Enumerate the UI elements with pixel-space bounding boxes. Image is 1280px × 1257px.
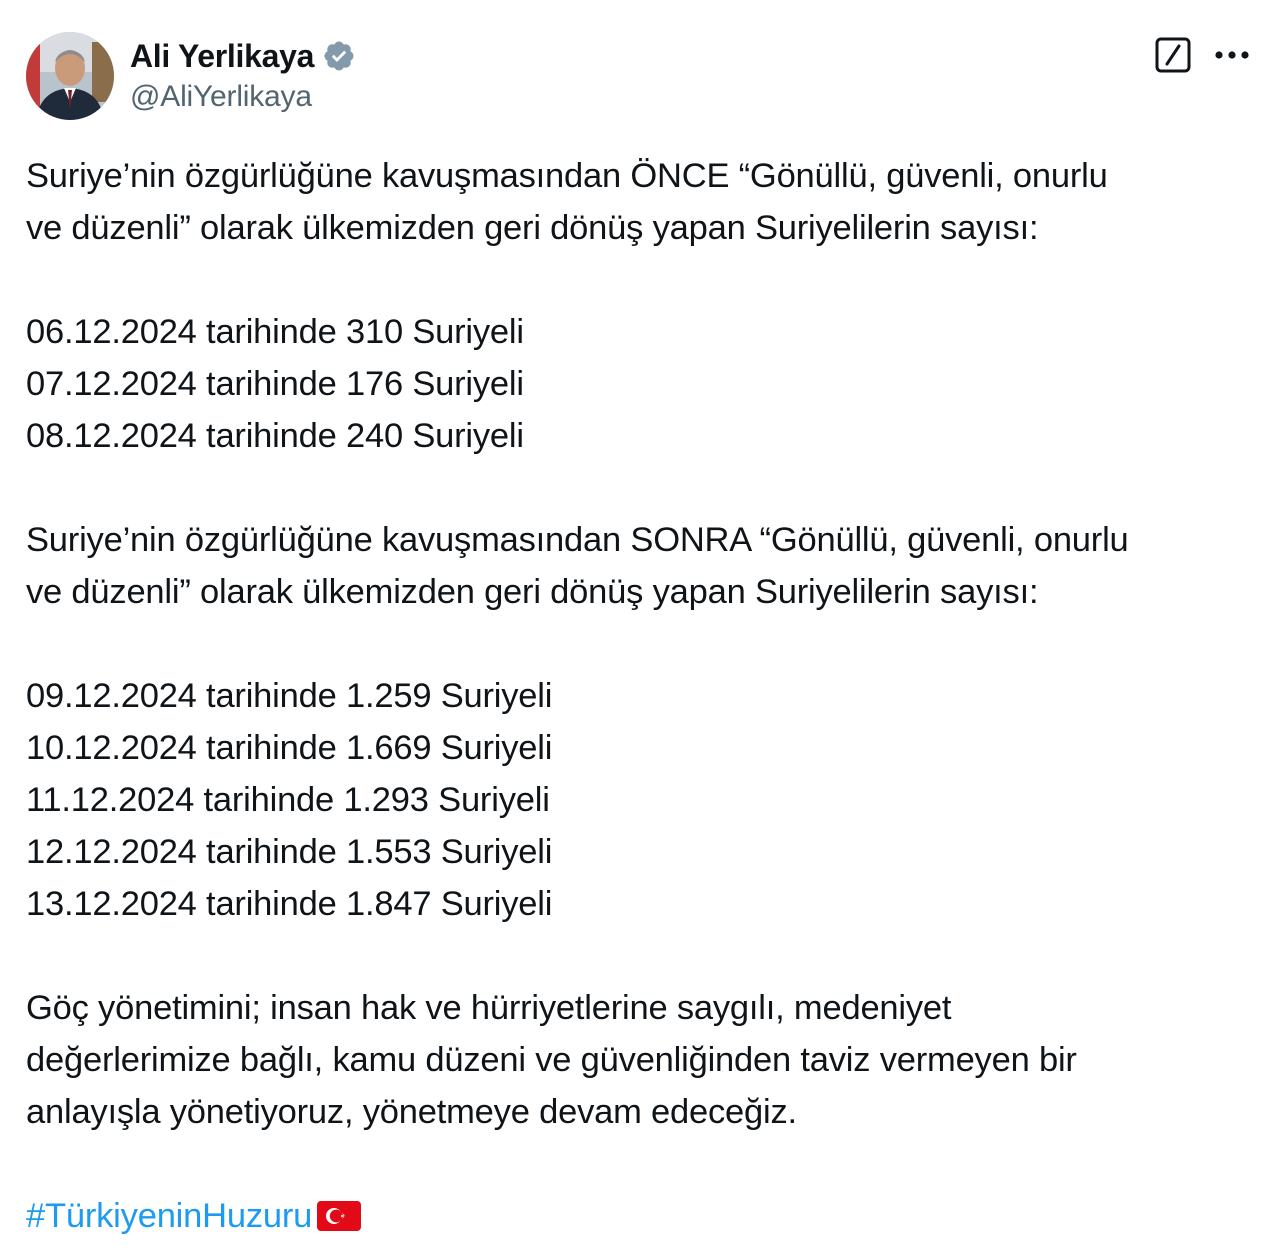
list-item: 12.12.2024 tarihinde 1.553 Suriyeli xyxy=(26,833,553,871)
intro-before-paragraph xyxy=(26,150,1266,254)
grok-icon[interactable] xyxy=(1154,36,1192,74)
turkey-flag-icon xyxy=(316,1200,362,1232)
text-line: anlayışla yönetiyoruz, yönetmeye devam edeceğiz. xyxy=(26,1093,797,1131)
text-line: değerlerimize bağlı, kamu düzeni ve güvenliğinden taviz vermeyen bir xyxy=(26,1041,1077,1079)
list-item: 10.12.2024 tarihinde 1.669 Suriyeli xyxy=(26,729,553,767)
list-item: 09.12.2024 tarihinde 1.259 Suriyeli xyxy=(26,677,553,715)
more-options-icon[interactable] xyxy=(1212,38,1252,72)
paragraph-gap xyxy=(26,618,1266,670)
paragraph-gap xyxy=(26,254,1266,306)
paragraph-gap xyxy=(26,930,1266,982)
list-item: 06.12.2024 tarihinde 310 Suriyeli xyxy=(26,313,524,351)
after-counts-list xyxy=(26,670,1266,930)
author-handle[interactable]: @AliYerlikaya xyxy=(130,80,312,113)
verified-badge-icon[interactable] xyxy=(322,39,356,73)
tweet-header xyxy=(26,32,1256,122)
hashtag-link[interactable]: #TürkiyeninHuzuru xyxy=(26,1196,313,1235)
hashtag-row xyxy=(26,1190,362,1242)
display-name[interactable]: Ali Yerlikaya xyxy=(130,37,315,74)
author-block xyxy=(130,36,356,114)
name-row xyxy=(130,36,356,76)
text-line: ve düzenli” olarak ülkemizden geri dönüş yapan Suriyelilerin sayısı: xyxy=(26,209,1039,247)
paragraph-gap xyxy=(26,462,1266,514)
avatar-image xyxy=(26,32,114,120)
tweet-text xyxy=(26,150,1266,1138)
text-line: Suriye’nin özgürlüğüne kavuşmasından ÖNCE “Gönüllü, güvenli, onurlu xyxy=(26,157,1108,195)
text-line: Suriye’nin özgürlüğüne kavuşmasından SONRA “Gönüllü, güvenli, onurlu xyxy=(26,521,1129,559)
list-item: 11.12.2024 tarihinde 1.293 Suriyeli xyxy=(26,781,550,819)
avatar[interactable] xyxy=(26,32,114,120)
list-item: 07.12.2024 tarihinde 176 Suriyeli xyxy=(26,365,524,403)
list-item: 08.12.2024 tarihinde 240 Suriyeli xyxy=(26,417,524,455)
before-counts-list xyxy=(26,306,1266,462)
intro-after-paragraph xyxy=(26,514,1266,618)
text-line: Göç yönetimini; insan hak ve hürriyetlerine saygılı, medeniyet xyxy=(26,989,952,1027)
text-line: ve düzenli” olarak ülkemizden geri dönüş yapan Suriyelilerin sayısı: xyxy=(26,573,1039,611)
closing-paragraph xyxy=(26,982,1266,1138)
list-item: 13.12.2024 tarihinde 1.847 Suriyeli xyxy=(26,885,553,923)
